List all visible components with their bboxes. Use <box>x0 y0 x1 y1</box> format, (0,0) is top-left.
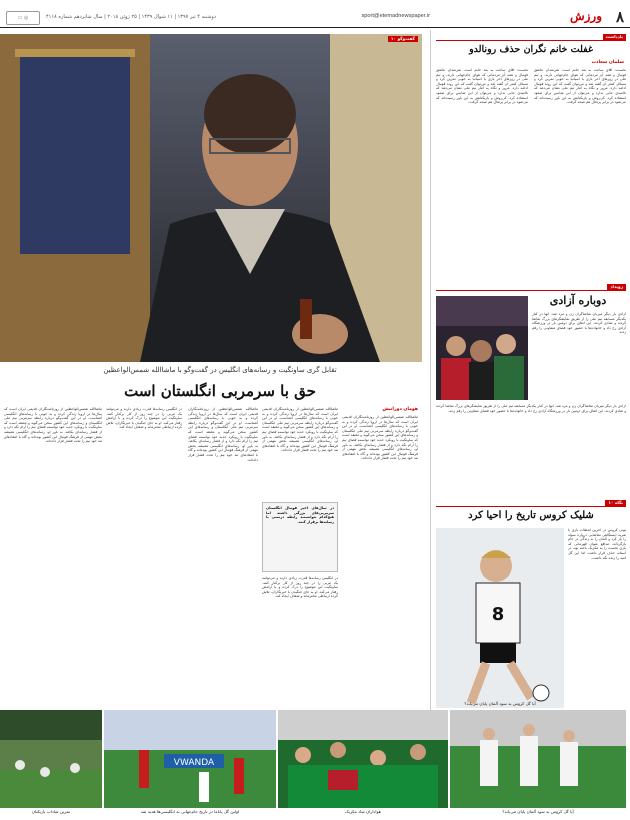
bottom-caption-2: اولین گل پاناما در تاریخ جام‌جهانی به انگلیسی‌ها هدیه شد <box>104 808 276 815</box>
sidebar-headline: غفلت خانم نگران حذف رونالدو <box>469 44 593 55</box>
section-email[interactable]: sport@etemadnewspaper.ir <box>361 13 430 19</box>
feature-byline: هومان دورانیش <box>382 407 418 412</box>
mexico-fans-illustration <box>278 710 448 808</box>
story2-body-cont: آزادی بار دیگر میزبان تماشاگران زن و مرد شد. آنها در کنار یکدیگر مسابقه تیم ملی را از طریق نمایشگرهای بزرگ تماشا کردند و شادی کردند. این اتفاق برای دومین بار در ورزشگاه آزادی رخ داد و خانواده‌ها با حضور خود فضای متفاوتی را رقم زدند. <box>436 404 626 413</box>
column-tag: یادداشت <box>603 34 626 40</box>
story2-tag: رویداد <box>607 284 626 290</box>
story3-body: تونی کروس در آخرین لحظات بازی با ضربه ایستگاهی تماشایی دروازه سوئد را باز کرد و آلمان را به زندگی در جام بازگرداند. مدافع عنوان قهرمانی که بازی نخست را به مکزیک باخته بود، در آستانه حذف قرار داشت اما این گل امید را زنده نگه داشت. <box>568 528 626 560</box>
feature-kicker: تقابل گری ساوتگیت و رسانه‌های انگلیس در گفت‌وگو با ماشاالله شمس‌الواعظین <box>103 366 337 374</box>
feature-column-2: ماشاالله شمس‌الواعظین از روزنامه‌نگاران قدیمی ایران است که سال‌ها در اروپا زندگی کرده و به خوبی با رسانه‌های انگلیسی آشناست. او در این گفت‌وگو درباره رابطه سرمربی تیم ملی انگلستان و رسانه‌های این کشور سخن می‌گوید و معتقد است که ساوتگیت با رویکرد جدید خود توانسته فضای تیم را آرام نگه دارد و از فشار رسانه‌ای بکاهد. به باور او، رسانه‌های انگلیسی همیشه بخش مهمی از فرهنگ فوتبال این کشور بوده‌اند و گاه با انتقادهای تند خود تیم را تحت فشار قرار داده‌اند. <box>262 407 338 453</box>
feature-column-1: ماشاالله شمس‌الواعظین از روزنامه‌نگاران قدیمی ایران است که سال‌ها در اروپا زندگی کرده و به خوبی با رسانه‌های انگلیسی آشناست. او در این گفت‌وگو درباره رابطه سرمربی تیم ملی انگلستان و رسانه‌های این کشور سخن می‌گوید و معتقد است که ساوتگیت با رویکرد جدید خود توانسته فضای تیم را آرام نگه دارد و از فشار رسانه‌ای بکاهد. به باور او، رسانه‌های انگلیسی همیشه بخش مهمی از فرهنگ فوتبال این کشور بوده‌اند و گاه با انتقادهای تند خود تیم را تحت فشار قرار داده‌اند. <box>342 415 418 461</box>
bottom-photo-4 <box>450 710 626 808</box>
sidebar-col-right: نخست: آقای ساعت به بعد خانم است. هنرمندان عاشق فوتبال و همه آن مردمانی که هوای جام‌جهانی دارند. و تیم ملی در روزهای آخر بازی با اسپانیا به خوبی تمرین کرد و مسائل کمتر آن گفته شد و می‌توان گفت که این روند فوتبال ادامه دارد. مرور و نگاه به آمار تیم ملی نشان می‌دهد که ناامیدی جایی ندارد و می‌توان از این شانس برای صعود استفاده کرد. کی‌روش و بازیکنانش به این باور رسیده‌اند که می‌شود در برابر پرتغال هم نتیجه گرفت. <box>534 68 626 105</box>
story2-rule <box>436 290 626 291</box>
panama-goal-illustration <box>104 710 276 808</box>
stadium-fans-photo <box>436 296 528 400</box>
dateline: دوشنبه ۴ تیر ۱۳۹۷ | ۱۱ شوال ۱۴۳۹ | ۲۵ ژوئن ۲۰۱۸ | سال شانزدهم شماره ۴۱۱۸ <box>46 14 217 20</box>
interview-photo <box>0 34 422 362</box>
newspaper-logo: ◎ ▭ <box>6 11 40 25</box>
feature-column-2b: در انگلیس رسانه‌ها قدرت زیادی دارند و می‌توانند یک مربی را در چند روز از کار برکنار کنند. ساوتگیت این موضوع را درک کرده و با آرامش رفتار می‌کند. او به جای جنگیدن با خبرنگاران، تلاش کرده ارتباطی محترمانه و شفاف ایجاد کند. <box>262 576 338 599</box>
feature-column-5: ماشاالله شمس‌الواعظین از روزنامه‌نگاران قدیمی ایران است که سال‌ها در اروپا زندگی کرده و به خوبی با رسانه‌های انگلیسی آشناست. او در این گفت‌وگو درباره رابطه سرمربی تیم ملی انگلستان و رسانه‌های این کشور سخن می‌گوید و معتقد است که ساوتگیت با رویکرد جدید خود توانسته فضای تیم را آرام نگه دارد و از فشار رسانه‌ای بکاهد. به باور او، رسانه‌های انگلیسی همیشه بخش مهمی از فرهنگ فوتبال این کشور بوده‌اند و گاه با انتقادهای تند خود تیم را تحت فشار قرار داده‌اند. <box>4 407 102 444</box>
bottom-caption-1: تمرین شاداب بازیکنان <box>0 808 102 815</box>
pull-quote-box <box>262 502 338 572</box>
bottom-photo-2 <box>104 710 276 808</box>
story3-headline: شلیک کروس تاریخ را احیا کرد <box>468 510 594 521</box>
svg-text:8: 8 <box>491 604 505 625</box>
feature-headline: حق با سرمربی انگلستان است <box>124 382 316 400</box>
training-illustration <box>0 710 102 808</box>
sidebar-author: سلمان سعادت <box>591 60 624 65</box>
bottom-photo-3 <box>278 710 448 808</box>
section-title: ورزش <box>569 9 602 23</box>
story3-tag: نگاه ۱۰ <box>605 500 626 506</box>
celebration-illustration <box>450 710 626 808</box>
sidebar-col-left: نخست: آقای ساعت به بعد خانم است. هنرمندان عاشق فوتبال و همه آن مردمانی که هوای جام‌جهانی دارند. و تیم ملی در روزهای آخر بازی با اسپانیا به خوبی تمرین کرد و مسائل کمتر آن گفته شد و می‌توان گفت که این روند فوتبال ادامه دارد. مرور و نگاه به آمار تیم ملی نشان می‌دهد که ناامیدی جایی ندارد و می‌توان از این شانس برای صعود استفاده کرد. کی‌روش و بازیکنانش به این باور رسیده‌اند که می‌شود در برابر پرتغال هم نتیجه گرفت. <box>436 68 528 105</box>
sidebar <box>430 30 626 710</box>
photo-tag: گفت‌وگو ۱۰ <box>388 36 418 42</box>
story2-body: آزادی بار دیگر میزبان تماشاگران زن و مرد شد. آنها در کنار یکدیگر مسابقه تیم ملی را از طریق نمایشگرهای بزرگ تماشا کردند و شادی کردند. این اتفاق برای دومین بار در ورزشگاه آزادی رخ داد و خانواده‌ها با حضور خود فضای متفاوتی را رقم زدند. <box>532 312 626 335</box>
story2-headline: دوباره آزادی <box>549 294 607 307</box>
bottom-caption-4: آیا گل کروس به سود آلمان پایان می‌یابد؟ <box>450 808 626 815</box>
feature-column-4: در انگلیس رسانه‌ها قدرت زیادی دارند و می‌توانند یک مربی را در چند روز از کار برکنار کنند. ساوتگیت این موضوع را درک کرده و با آرامش رفتار می‌کند. او به جای جنگیدن با خبرنگاران، تلاش کرده ارتباطی محترمانه و شفاف ایجاد کند. <box>106 407 182 430</box>
story3-caption: آیا گل کروس به سود آلمان پایان می‌یابد؟ <box>464 701 536 706</box>
pull-quote: در سال‌های اخیر فوتبال انگلستان سرمربی‌های بزرگی داشته اما هیچ‌کدام نتوانستند رابطه درستی با رسانه‌ها برقرار کنند. <box>266 506 334 524</box>
page-header <box>0 8 630 28</box>
bottom-photo-1 <box>0 710 102 808</box>
kroos-photo <box>436 528 564 708</box>
svg-text:VWANDA: VWANDA <box>173 758 215 768</box>
story3-rule <box>436 506 626 507</box>
feature-column-3: ماشاالله شمس‌الواعظین از روزنامه‌نگاران قدیمی ایران است که سال‌ها در اروپا زندگی کرده و به خوبی با رسانه‌های انگلیسی آشناست. او در این گفت‌وگو درباره رابطه سرمربی تیم ملی انگلستان و رسانه‌های این کشور سخن می‌گوید و معتقد است که ساوتگیت با رویکرد جدید خود توانسته فضای تیم را آرام نگه دارد و از فشار رسانه‌ای بکاهد. به باور او، رسانه‌های انگلیسی همیشه بخش مهمی از فرهنگ فوتبال این کشور بوده‌اند و گاه با انتقادهای تند خود تیم را تحت فشار قرار داده‌اند. <box>188 407 258 462</box>
player-illustration <box>436 528 564 708</box>
fans-illustration <box>436 296 528 400</box>
portrait-illustration <box>0 34 422 362</box>
bottom-caption-3: هواداران شاد مکزیک <box>278 808 448 815</box>
tag-rule <box>436 40 626 41</box>
page-number: ۸ <box>615 8 624 26</box>
